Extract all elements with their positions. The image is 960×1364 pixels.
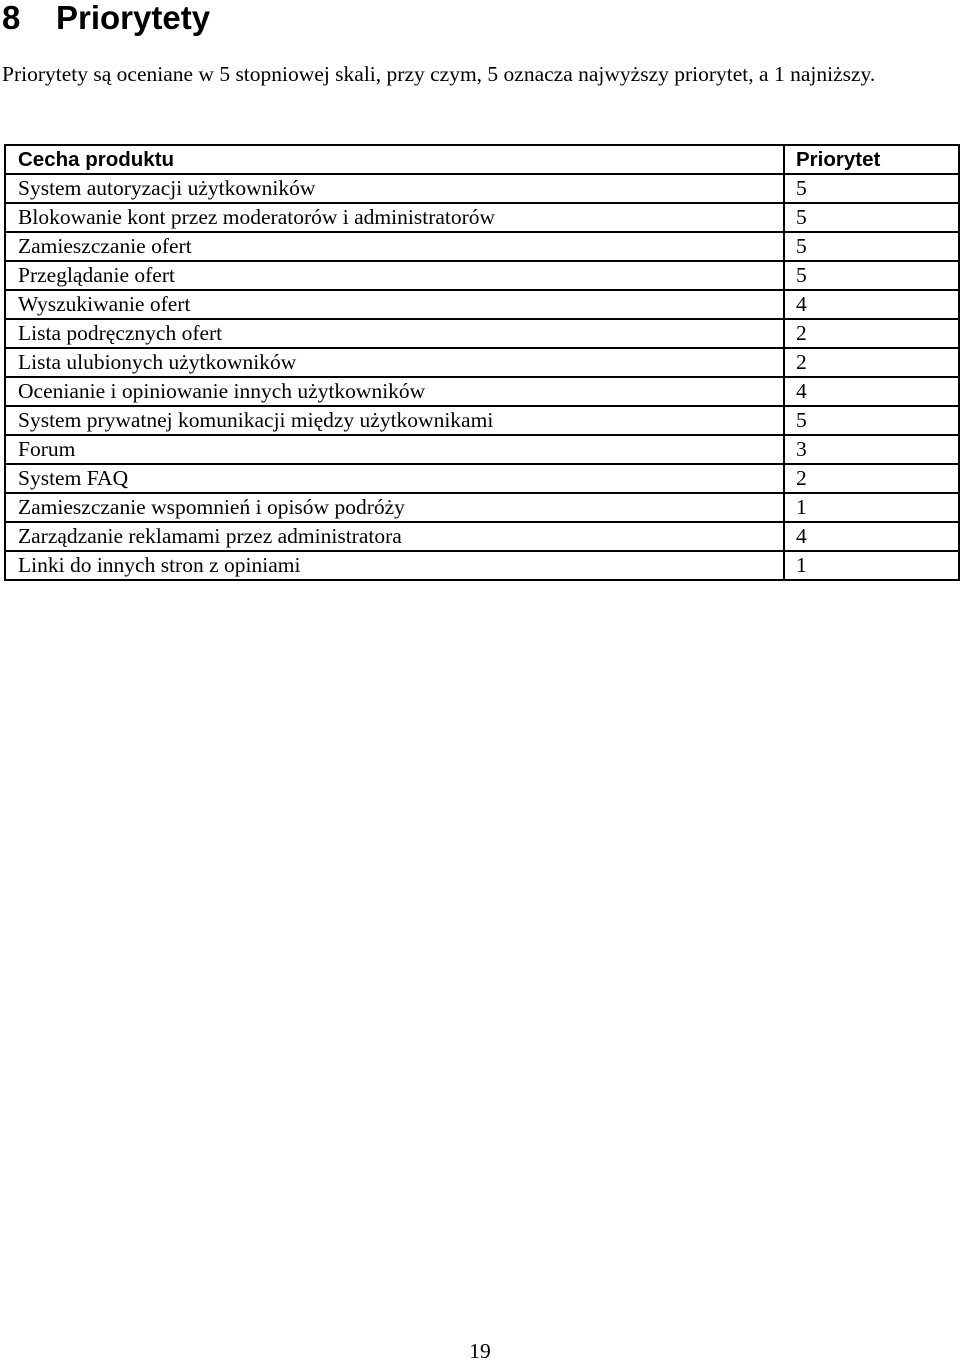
table-row <box>5 290 959 319</box>
priority-cell: 4 <box>784 377 959 406</box>
intro-paragraph: Priorytety są oceniane w 5 stopniowej skali, przy czym, 5 oznacza najwyższy priorytet, a 1 najniższy. <box>2 62 876 86</box>
table-row <box>5 406 959 435</box>
priority-cell: 2 <box>784 348 959 377</box>
feature-cell: Wyszukiwanie ofert <box>5 290 784 319</box>
priority-cell: 4 <box>784 290 959 319</box>
feature-cell: Zamieszczanie ofert <box>5 232 784 261</box>
table-row <box>5 522 959 551</box>
feature-cell: Forum <box>5 435 784 464</box>
table-row <box>5 232 959 261</box>
feature-cell: System autoryzacji użytkowników <box>5 174 784 203</box>
feature-cell: Ocenianie i opiniowanie innych użytkowników <box>5 377 784 406</box>
table-row <box>5 261 959 290</box>
table-row <box>5 551 959 580</box>
table-row <box>5 319 959 348</box>
priority-cell: 2 <box>784 464 959 493</box>
priority-cell: 5 <box>784 406 959 435</box>
section-heading <box>2 0 210 40</box>
table-header-row <box>5 145 959 174</box>
priority-cell: 1 <box>784 551 959 580</box>
priority-cell: 3 <box>784 435 959 464</box>
table-row <box>5 493 959 522</box>
priority-cell: 5 <box>784 232 959 261</box>
priority-cell: 2 <box>784 319 959 348</box>
header-priority: Priorytet <box>784 145 959 174</box>
feature-cell: Lista ulubionych użytkowników <box>5 348 784 377</box>
feature-cell: Lista podręcznych ofert <box>5 319 784 348</box>
priority-cell: 5 <box>784 174 959 203</box>
feature-cell: Zamieszczanie wspomnień i opisów podróży <box>5 493 784 522</box>
feature-cell: Blokowanie kont przez moderatorów i administratorów <box>5 203 784 232</box>
page-number: 19 <box>469 1339 491 1363</box>
table-row <box>5 464 959 493</box>
priority-table <box>4 144 960 581</box>
priority-cell: 1 <box>784 493 959 522</box>
section-number: 8 <box>2 0 21 36</box>
feature-cell: System FAQ <box>5 464 784 493</box>
table-row <box>5 174 959 203</box>
priority-cell: 4 <box>784 522 959 551</box>
header-feature: Cecha produktu <box>5 145 784 174</box>
feature-cell: System prywatnej komunikacji między użytkownikami <box>5 406 784 435</box>
priority-cell: 5 <box>784 203 959 232</box>
feature-cell: Zarządzanie reklamami przez administratora <box>5 522 784 551</box>
section-title: Priorytety <box>56 0 211 36</box>
table-row <box>5 377 959 406</box>
priority-cell: 5 <box>784 261 959 290</box>
feature-cell: Linki do innych stron z opiniami <box>5 551 784 580</box>
table-row <box>5 435 959 464</box>
table-row <box>5 348 959 377</box>
table-row <box>5 203 959 232</box>
feature-cell: Przeglądanie ofert <box>5 261 784 290</box>
